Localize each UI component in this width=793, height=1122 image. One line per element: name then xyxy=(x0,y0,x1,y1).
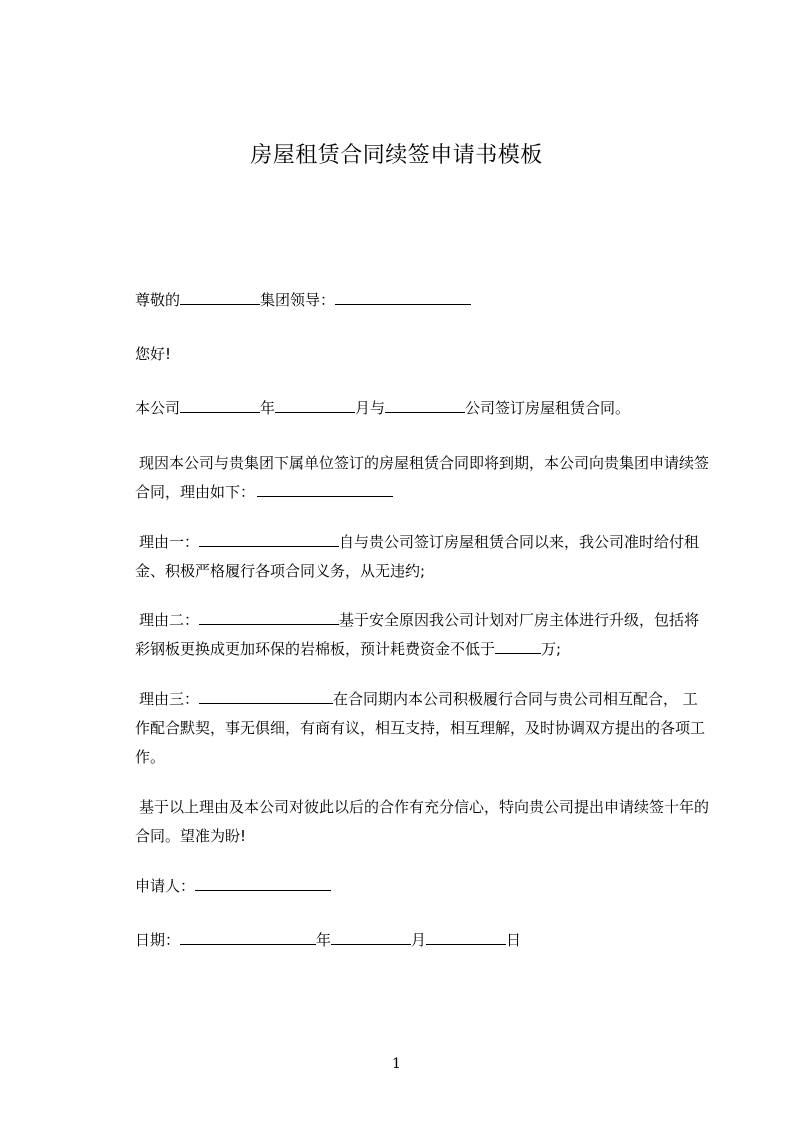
date-line xyxy=(135,926,710,955)
applicant-name-blank xyxy=(195,874,331,891)
date-year-label: 年 xyxy=(316,931,332,949)
date-month-label: 月 xyxy=(411,931,427,949)
intro-month-label: 月与 xyxy=(355,399,386,417)
date-month-blank xyxy=(331,928,411,945)
greeting-line: 您好! xyxy=(135,345,172,363)
intro-year-blank xyxy=(180,396,260,413)
investment-amount-blank xyxy=(495,637,541,654)
reason-two-unit: 万; xyxy=(541,640,562,658)
date-label: 日期： xyxy=(135,931,181,949)
reason-two-blank xyxy=(199,608,339,625)
request-text: 现因本公司与贵集团下属单位签订的房屋租赁合同即将到期，本公司向贵集团申请续签合同，理由如下： xyxy=(135,454,710,501)
salutation-middle: 集团领导： xyxy=(260,291,336,309)
reason-one-paragraph xyxy=(135,528,710,586)
reason-one-text: 自与贵公司签订房屋租赁合同以来，我公司准时给付租金、积极严格履行各项合同义务，从无违约; xyxy=(135,533,700,580)
intro-company-blank xyxy=(385,396,465,413)
intro-year-label: 年 xyxy=(260,399,276,417)
reason-three-paragraph xyxy=(135,685,710,772)
date-day-blank xyxy=(426,928,506,945)
request-reason-blank xyxy=(257,480,393,497)
document-title: 房屋租赁合同续签申请书模板 xyxy=(250,143,543,168)
reason-two-text: 基于安全原因我公司计划对厂房主体进行升级，包括将彩钢板更换成更加环保的岩棉板，预计耗费资金不低于 xyxy=(135,611,700,658)
reason-two-label: 理由二： xyxy=(139,611,200,629)
intro-suffix: 公司签订房屋租赁合同。 xyxy=(465,399,631,417)
conclusion-paragraph: 基于以上理由及本公司对彼此以后的合作有充分信心，特向贵公司提出申请续签十年的合同。望准为盼! xyxy=(135,798,710,845)
request-paragraph xyxy=(135,449,710,507)
intro-line xyxy=(135,394,710,423)
salutation-prefix: 尊敬的 xyxy=(135,291,181,309)
reason-one-blank xyxy=(199,530,339,547)
intro-prefix: 本公司 xyxy=(135,399,181,417)
applicant-label: 申请人： xyxy=(135,877,196,895)
reason-three-blank xyxy=(199,687,333,704)
reason-three-label: 理由三： xyxy=(139,690,200,708)
reason-one-label: 理由一： xyxy=(139,533,200,551)
applicant-line xyxy=(135,872,710,901)
leader-name-blank xyxy=(335,288,471,305)
date-day-label: 日 xyxy=(506,931,522,949)
date-year-blank xyxy=(180,928,316,945)
salutation-line xyxy=(135,286,710,315)
group-name-blank xyxy=(180,288,260,305)
reason-two-paragraph xyxy=(135,606,710,664)
intro-month-blank xyxy=(275,396,355,413)
reason-three-text: 在合同期内本公司积极履行合同与贵公司相互配合， 工作配合默契，事无俱细，有商有议，相互支持，相互理解，及时协调双方提出的各项工作。 xyxy=(135,690,706,766)
page-number: 1 xyxy=(392,1056,401,1072)
